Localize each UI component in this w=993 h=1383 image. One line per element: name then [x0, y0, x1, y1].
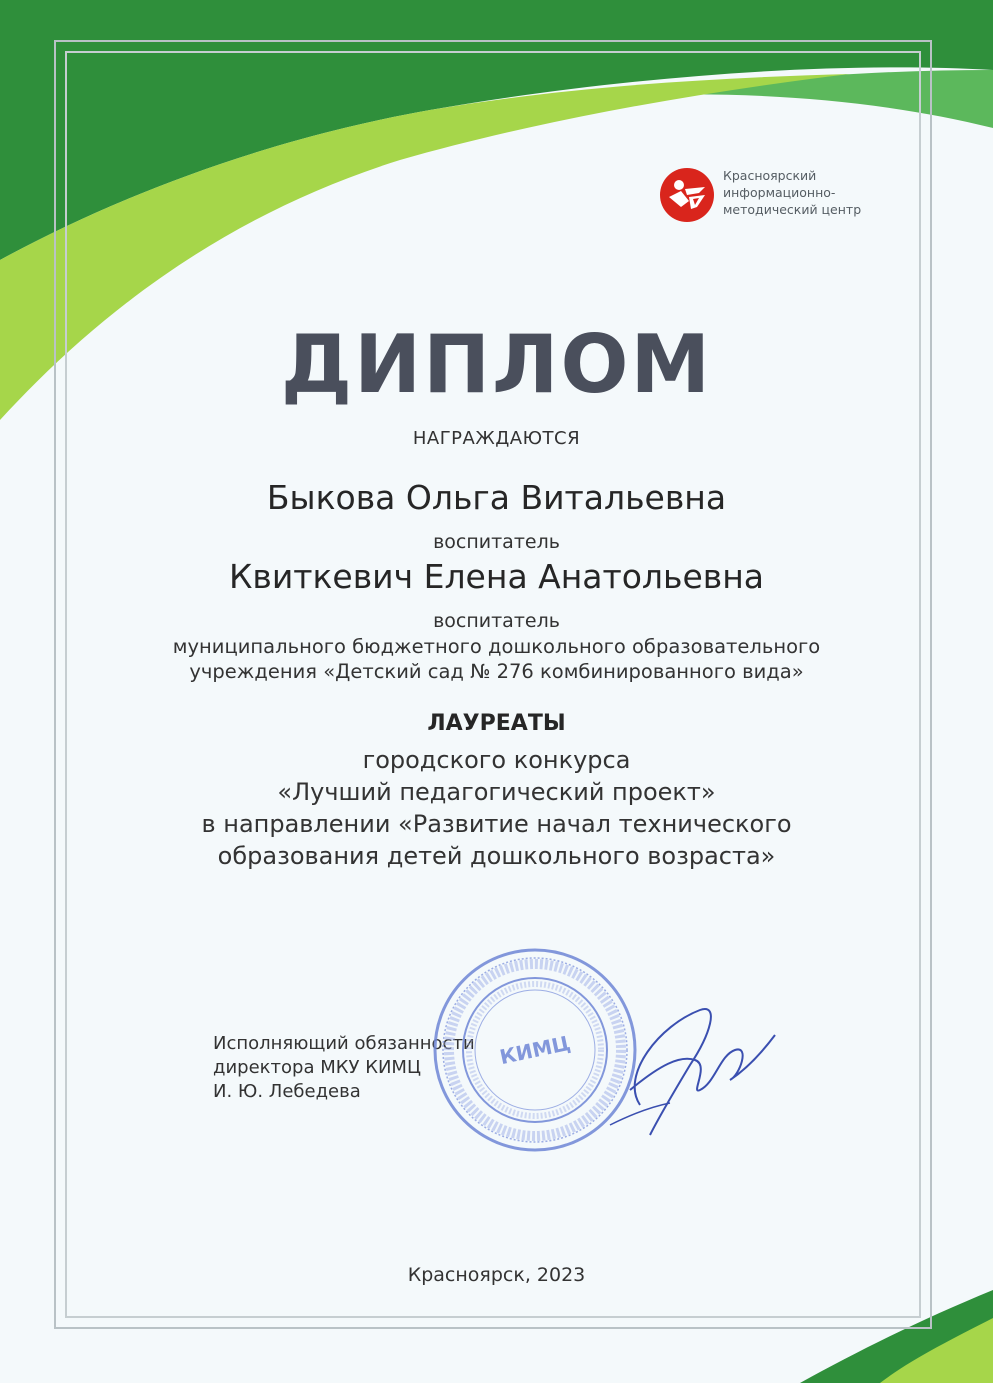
organization-line-2: учреждения «Детский сад № 276 комбинированного вида» — [189, 660, 804, 683]
recipient-role: воспитатель — [433, 531, 560, 553]
signer-line-2: директора МКУ КИМЦ — [213, 1057, 421, 1078]
diploma-title: ДИПЛОМ — [280, 318, 713, 411]
contest-line-3: в направлении «Развитие начал технического — [201, 810, 792, 838]
handwritten-signature — [600, 995, 780, 1145]
kimc-logo-icon — [659, 167, 715, 223]
stamp-center-text: КИМЦ — [497, 1030, 573, 1070]
city-year: Красноярск, 2023 — [407, 1264, 586, 1286]
recipient-name: Квиткевич Елена Анатольевна — [228, 557, 765, 596]
signer-line-3: И. Ю. Лебедева — [213, 1081, 361, 1102]
signer-line-1: Исполняющий обязанности — [213, 1033, 475, 1054]
recipient-name: Быкова Ольга Витальевна — [266, 478, 727, 517]
recipient-role: воспитатель — [433, 610, 560, 632]
contest-line-2: «Лучший педагогический проект» — [277, 778, 716, 806]
contest-line-4: образования детей дошкольного возраста» — [217, 842, 776, 870]
logo-line-2: информационно- — [723, 185, 836, 200]
logo-line-1: Красноярский — [723, 168, 817, 183]
laureates-label: ЛАУРЕАТЫ — [427, 711, 566, 736]
contest-description — [0, 744, 993, 872]
contest-line-1: городского конкурса — [362, 746, 631, 774]
kimc-logo — [659, 167, 861, 223]
organization-text — [0, 634, 993, 684]
awarded-label: НАГРАЖДАЮТСЯ — [412, 428, 581, 449]
logo-line-3: методический центр — [723, 202, 862, 217]
organization-line-1: муниципального бюджетного дошкольного образовательного — [172, 635, 821, 658]
